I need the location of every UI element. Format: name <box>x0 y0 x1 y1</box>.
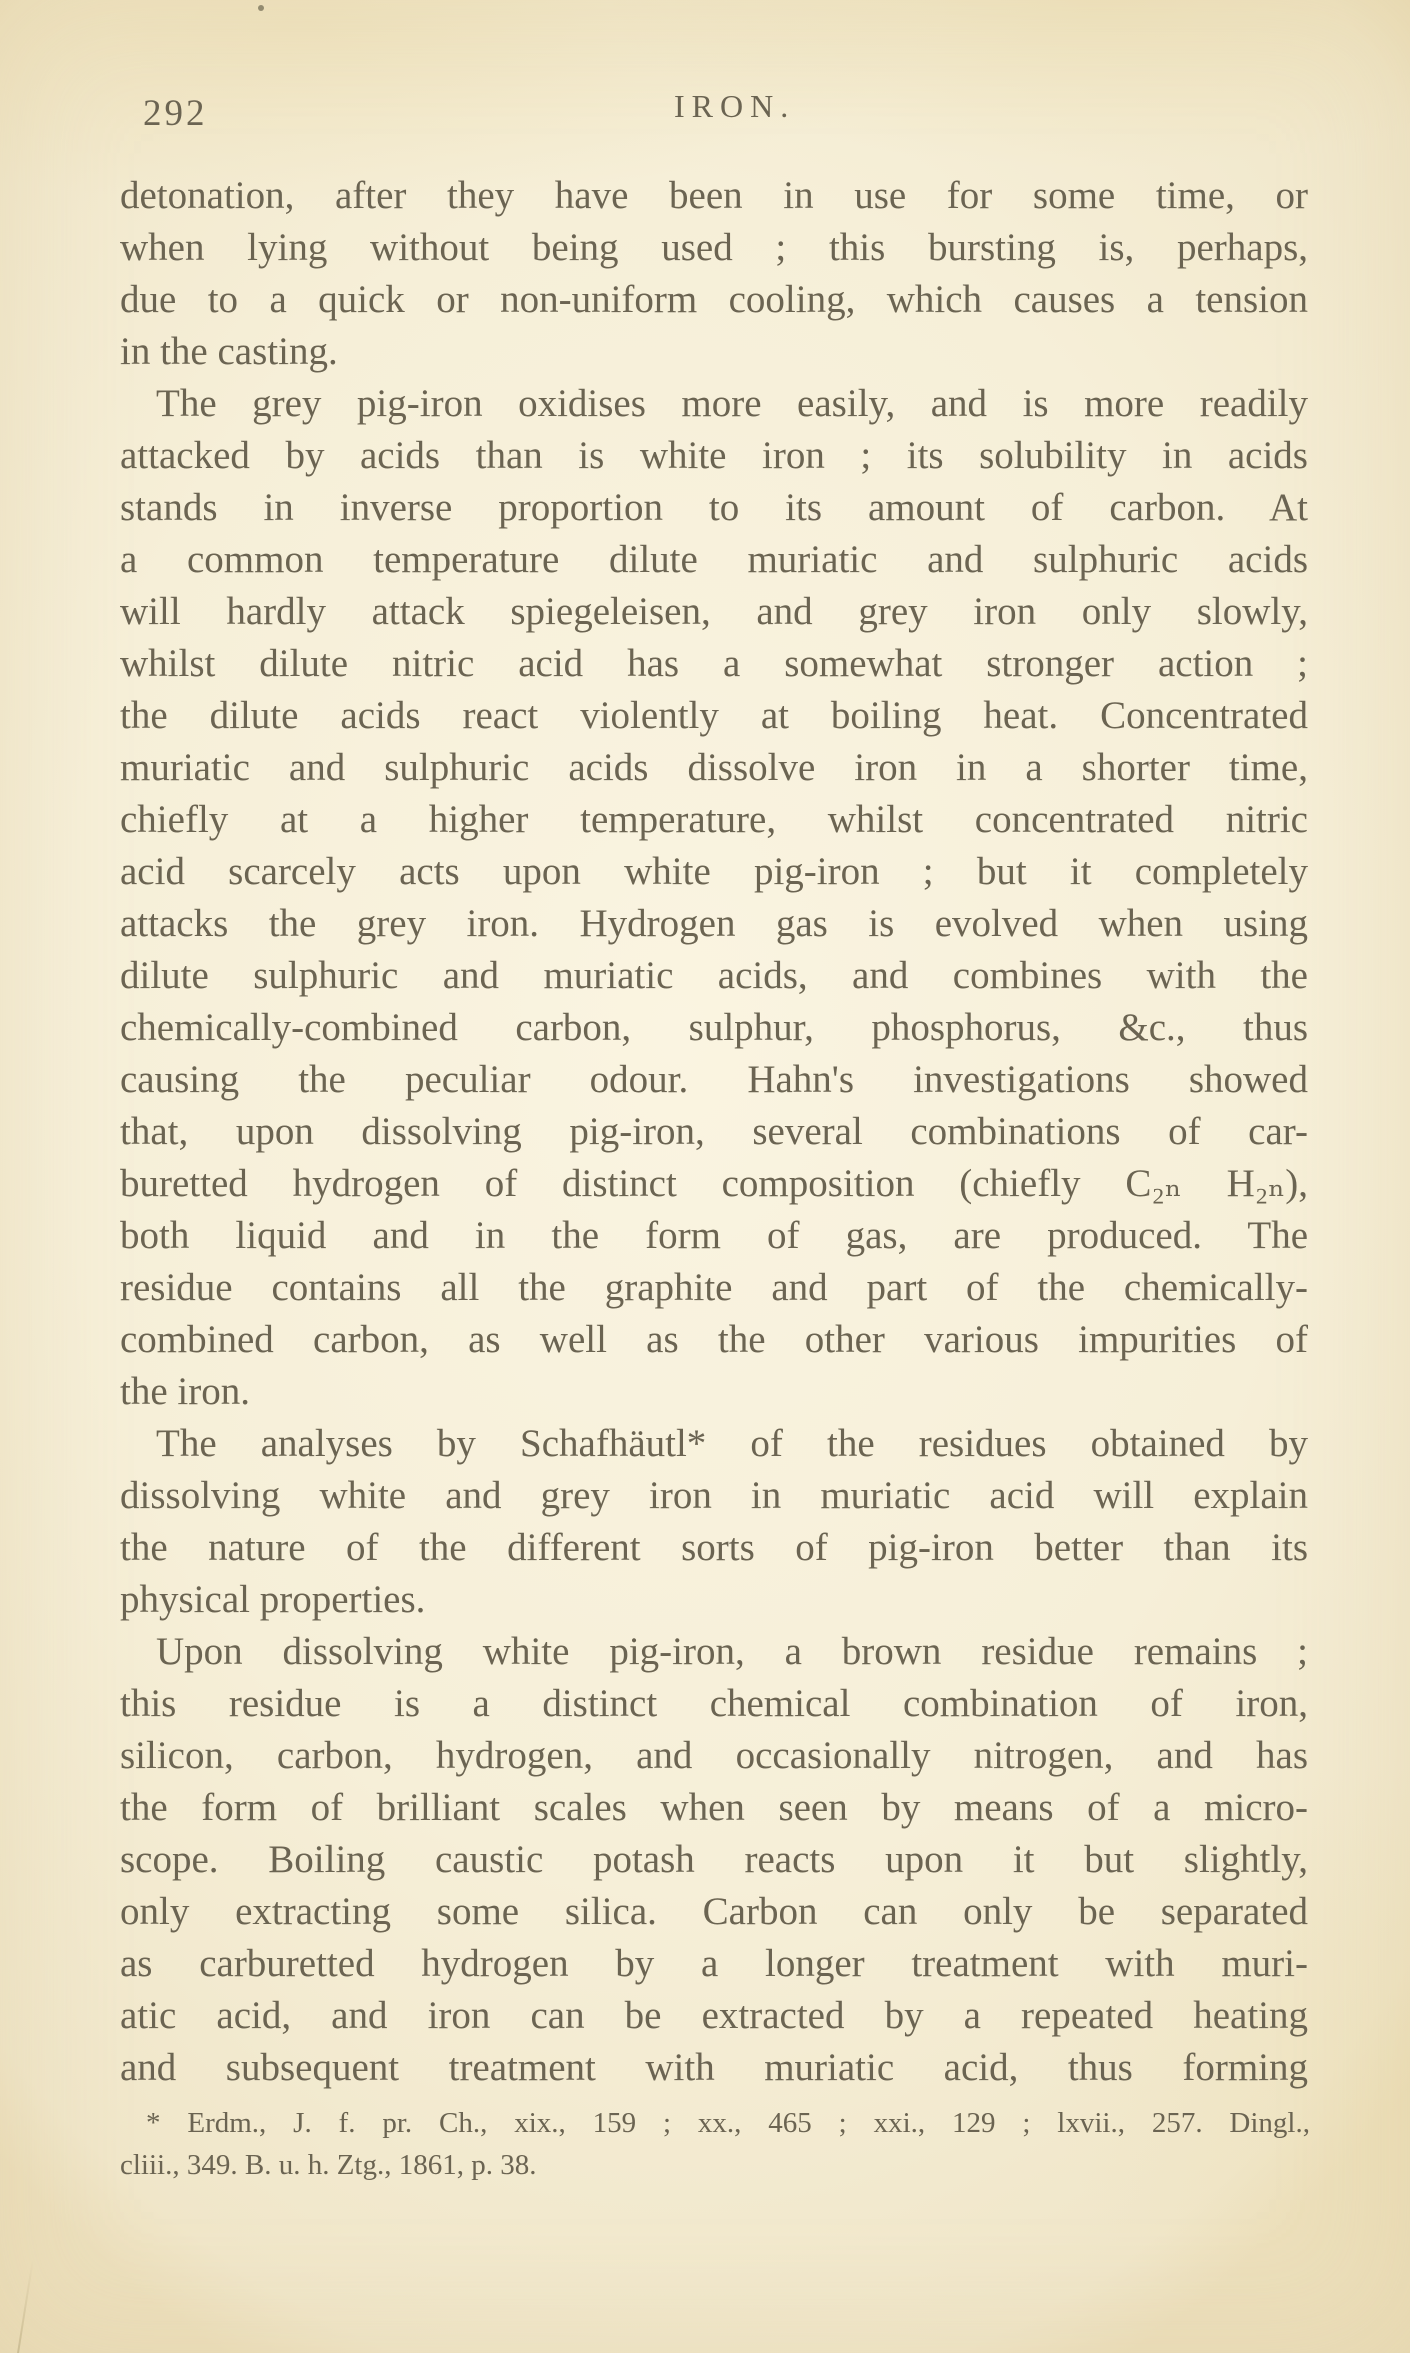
text-line: attacks the grey iron. Hydrogen gas is evolved when using <box>120 902 1308 945</box>
footnote-line: cliii., 349. B. u. h. Ztg., 1861, p. 38. <box>120 2149 537 2181</box>
paragraph <box>120 1418 1308 1626</box>
text-line: The grey pig-iron oxidises more easily, and is more readily <box>156 382 1308 425</box>
text-line: the nature of the different sorts of pig-iron better than its <box>120 1526 1308 1569</box>
text-line: and subsequent treatment with muriatic acid, thus forming <box>120 2046 1308 2089</box>
paragraph <box>120 378 1308 1418</box>
text-line: due to a quick or non-uniform cooling, which causes a tension <box>120 278 1308 321</box>
ink-speck <box>258 5 264 11</box>
text-line: that, upon dissolving pig-iron, several combinations of car- <box>120 1110 1308 1153</box>
text-line: Upon dissolving white pig-iron, a brown residue remains ; <box>156 1630 1308 1673</box>
running-head: IRON. <box>674 88 796 124</box>
text-line: muriatic and sulphuric acids dissolve iron in a shorter time, <box>120 746 1308 789</box>
page-number: 292 <box>143 93 208 134</box>
text-line: stands in inverse proportion to its amount of carbon. At <box>120 486 1308 529</box>
text-line: the dilute acids react violently at boiling heat. Concentrated <box>120 694 1308 737</box>
text-line: acid scarcely acts upon white pig-iron ; but it completely <box>120 850 1308 893</box>
text-line: will hardly attack spiegeleisen, and grey iron only slowly, <box>120 590 1308 633</box>
page-body-text <box>120 170 1308 2094</box>
text-line: a common temperature dilute muriatic and sulphuric acids <box>120 538 1308 581</box>
footnote-line: * Erdm., J. f. pr. Ch., xix., 159 ; xx., 465 ; xxi., 129 ; lxvii., 257. Dingl., <box>146 2107 1310 2139</box>
text-line: this residue is a distinct chemical combination of iron, <box>120 1682 1308 1725</box>
text-line: dilute sulphuric and muriatic acids, and combines with the <box>120 954 1308 997</box>
text-line: atic acid, and iron can be extracted by a repeated heating <box>120 1994 1308 2037</box>
text-line: detonation, after they have been in use for some time, or <box>120 174 1308 217</box>
text-line: when lying without being used ; this bursting is, perhaps, <box>120 226 1308 269</box>
text-line: combined carbon, as well as the other various impurities of <box>120 1318 1308 1361</box>
text-line: chiefly at a higher temperature, whilst concentrated nitric <box>120 798 1308 841</box>
text-line: buretted hydrogen of distinct composition (chiefly C₂ₙ H₂ₙ), <box>120 1162 1308 1205</box>
text-line: physical properties. <box>120 1578 426 1621</box>
text-line: both liquid and in the form of gas, are produced. The <box>120 1214 1308 1257</box>
text-line: residue contains all the graphite and part of the chemically- <box>120 1266 1308 1309</box>
text-line: whilst dilute nitric acid has a somewhat stronger action ; <box>120 642 1308 685</box>
text-line: attacked by acids than is white iron ; its solubility in acids <box>120 434 1308 477</box>
text-line: The analyses by Schafhäutl* of the residues obtained by <box>156 1422 1308 1465</box>
text-line: in the casting. <box>120 330 338 373</box>
page-crease <box>16 2259 34 2353</box>
text-line: scope. Boiling caustic potash reacts upon it but slightly, <box>120 1838 1308 1881</box>
paragraph <box>120 170 1308 378</box>
text-line: only extracting some silica. Carbon can only be separated <box>120 1890 1308 1933</box>
text-line: the iron. <box>120 1370 250 1413</box>
text-line: as carburetted hydrogen by a longer treatment with muri- <box>120 1942 1308 1985</box>
footnote <box>120 2102 1310 2186</box>
text-line: the form of brilliant scales when seen by means of a micro- <box>120 1786 1308 1829</box>
text-line: causing the peculiar odour. Hahn's investigations showed <box>120 1058 1308 1101</box>
text-line: silicon, carbon, hydrogen, and occasionally nitrogen, and has <box>120 1734 1308 1777</box>
text-line: dissolving white and grey iron in muriatic acid will explain <box>120 1474 1308 1517</box>
paragraph <box>120 1626 1308 2094</box>
text-line: chemically-combined carbon, sulphur, phosphorus, &c., thus <box>120 1006 1308 1049</box>
